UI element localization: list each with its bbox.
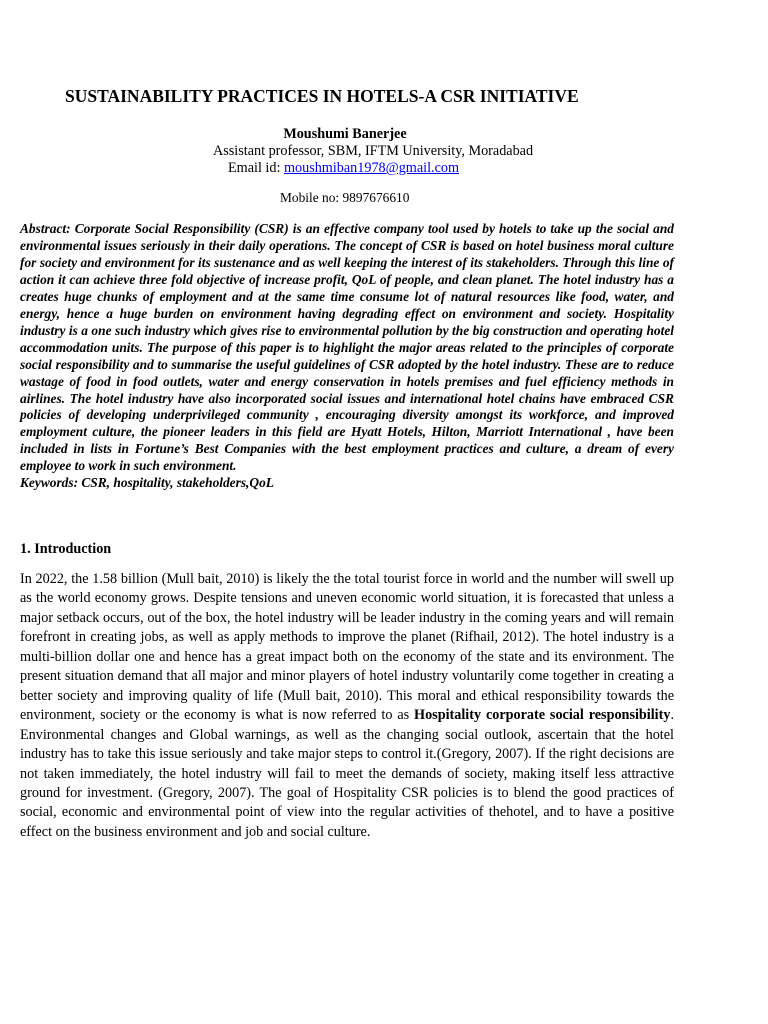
intro-bold-term: Hospitality corporate social responsibility xyxy=(414,707,671,724)
introduction-paragraph xyxy=(20,570,674,842)
intro-text-part-2: . Environmental changes and Global warnings, as well as the changing social outlook, ascertain that the hotel industry has to take this issue seriously and take major steps to control it.(Gregory, 2007). If the right decisions are not taken immediately, the hotel industry will fail to meet the demands of society, making itself less attractive ground for investment. (Gregory, 2007). The goal of Hospitality CSR policies is to blend the good practices of social, economic and environmental point of view into the regular activities of thehotel, and to have a positive effect on the business environment and job and social culture. xyxy=(20,707,674,840)
abstract-text: Abstract: Corporate Social Responsibility (CSR) is an effective company tool used by hotels to take up the social and environmental issues seriously in their daily operations. The concept of CSR is based on hotel business moral culture for society and environment for its sustenance and as well keeping the interest of its stakeholders. Through this line of action it can achieve three fold objective of increase profit, QoL of people, and clean planet. The hotel industry has a creates huge chunks of employment and at the same time consume lot of natural resources like food, water, and energy, hence a huge burden on environment having degrading effect on environment and society. Hospitality industry is a one such industry which gives rise to environmental pollution by the big construction and operating hotel accommodation units. The purpose of this paper is to highlight the major areas related to the principles of corporate social responsibility and to summarise the useful guidelines of CSR adopted by the hotel industry. These are to reduce wastage of food in food outlets, water and energy conservation in hotels premises and fuel efficiency methods in airlines. The hotel industry have also incorporated social issues and international hotel chains have embraced CSR policies of developing underprivileged community , encouraging diversity amongst its workforce, and improved employment culture, the pioneer leaders in this field are Hyatt Hotels, Hilton, Marriott International , have been included in lists in Fortune’s Best Companies with the best employment practices and culture, a dream of every employee to work in such environment. xyxy=(20,221,674,474)
author-affiliation: Assistant professor, SBM, IFTM University, Moradabad xyxy=(213,143,534,159)
intro-text-part-1: In 2022, the 1.58 billion (Mull bait, 2010) is likely the the total tourist force in world and the number will swell up as the world economy grows. Despite tensions and uneven economic world situation, it is forecasted that unless a major setback occurs, out of the box, the hotel industry will be leader industry in the coming years and will remain forefront in creating jobs, as well as apply methods to improve the planet (Rifhail, 2012). The hotel industry is a multi-billion dollar one and hence has a great impact both on the economy of the state and its environment. The present situation demand that all major and minor players of hotel industry voluntarily come together in creating a better society and improving quality of life (Mull bait, 2010). This moral and ethical responsibility towards the environment, society or the economy is what is now referred to as xyxy=(20,571,674,724)
section-heading-introduction: 1. Introduction xyxy=(20,541,112,557)
paper-title: SUSTAINABILITY PRACTICES IN HOTELS-A CSR INITIATIVE xyxy=(65,86,579,106)
author-name: Moushumi Banerjee xyxy=(283,126,407,142)
author-mobile: Mobile no: 9897676610 xyxy=(280,190,410,205)
email-link[interactable]: moushmiban1978@gmail.com xyxy=(283,160,459,176)
keywords: Keywords: CSR, hospitality, stakeholders,QoL xyxy=(20,475,274,491)
abstract-block xyxy=(20,221,674,492)
author-email xyxy=(228,160,459,177)
email-label: Email id: xyxy=(228,160,284,176)
